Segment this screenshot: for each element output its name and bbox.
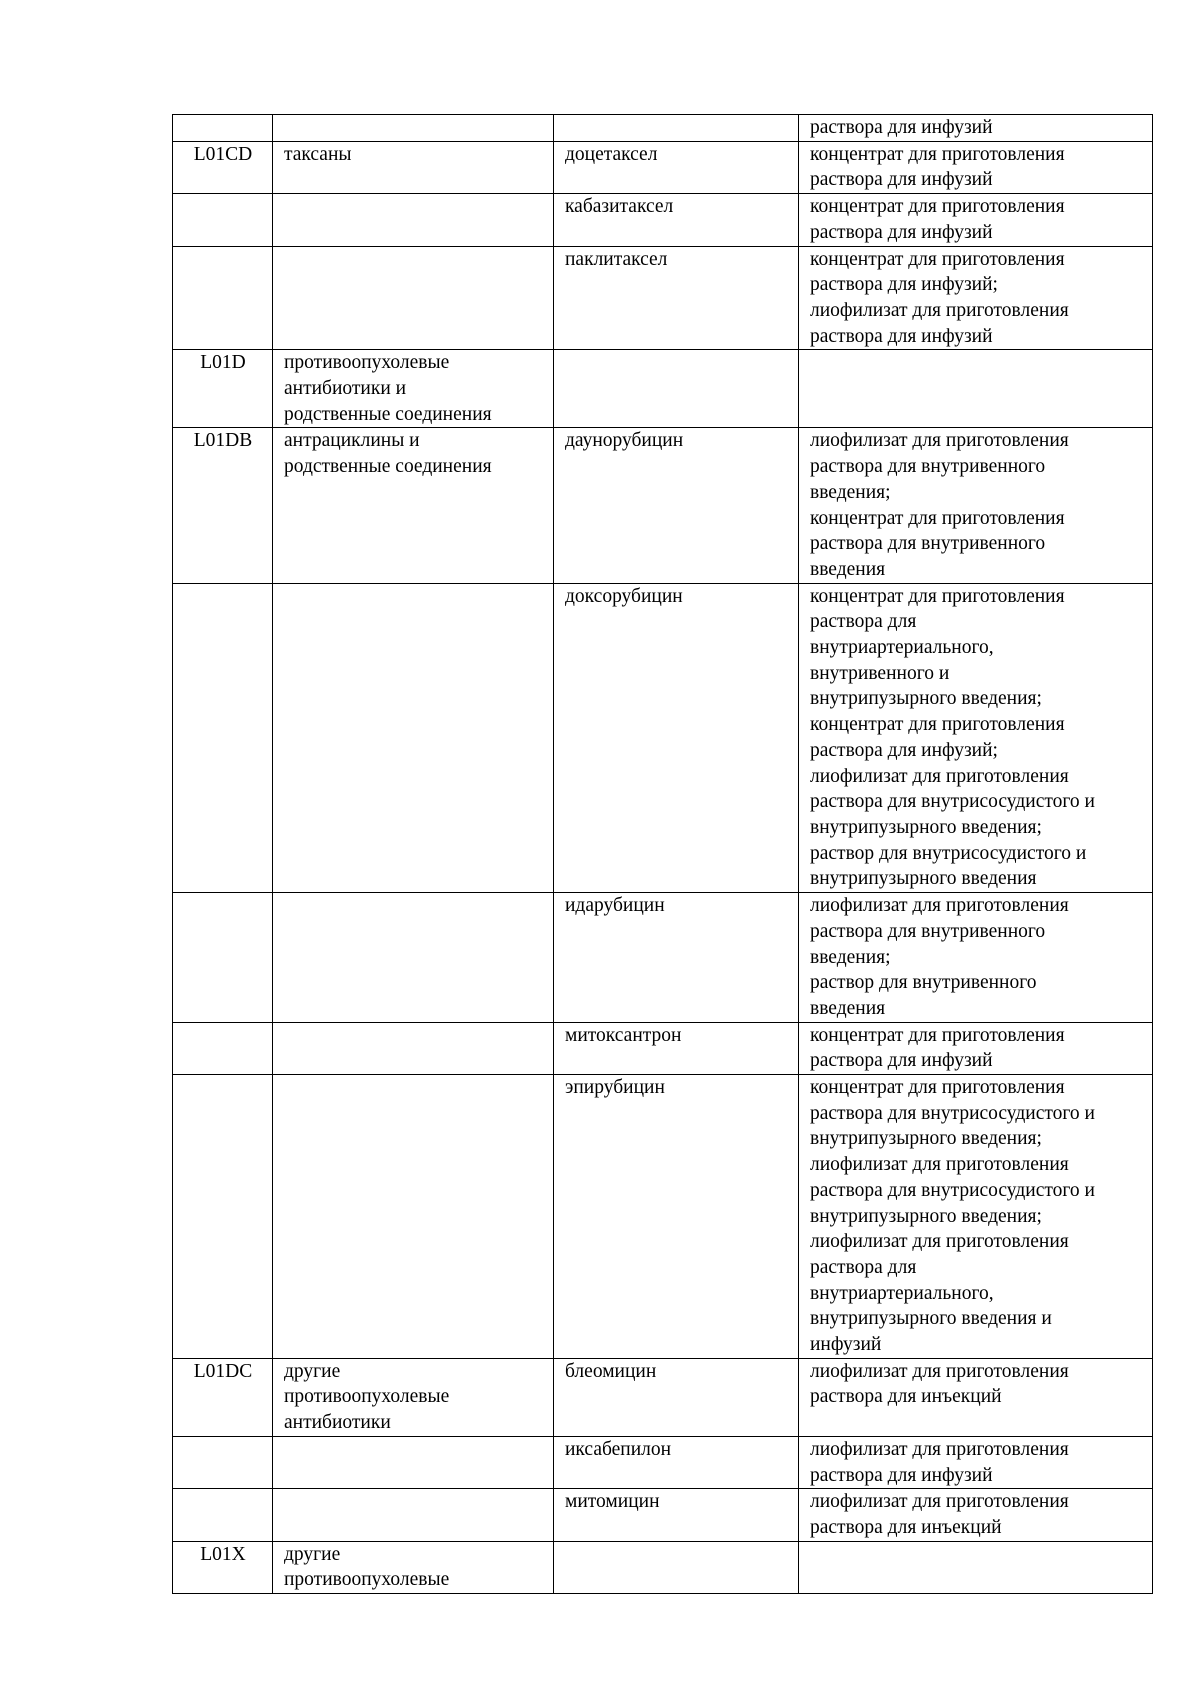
- group-name-cell: [273, 1075, 554, 1359]
- dosage-form-cell: лиофилизат для приготовления раствора для инъекций: [799, 1358, 1153, 1436]
- group-name-cell: [273, 1022, 554, 1074]
- dosage-form-cell: концентрат для приготовления раствора для инфузий: [799, 1022, 1153, 1074]
- drug-name-cell: доксорубицин: [554, 583, 799, 892]
- drug-name-cell: митоксантрон: [554, 1022, 799, 1074]
- drug-name-cell: идарубицин: [554, 893, 799, 1023]
- drug-name-cell: иксабепилон: [554, 1436, 799, 1488]
- group-name-cell: [273, 1436, 554, 1488]
- atc-code-cell: L01DB: [173, 428, 273, 583]
- dosage-form-cell: лиофилизат для приготовления раствора для инъекций: [799, 1489, 1153, 1541]
- drug-name-cell: митомицин: [554, 1489, 799, 1541]
- drug-name-cell: [554, 350, 799, 428]
- dosage-form-cell: [799, 350, 1153, 428]
- group-name-cell: [273, 583, 554, 892]
- atc-code-cell: [173, 1022, 273, 1074]
- drug-name-cell: даунорубицин: [554, 428, 799, 583]
- atc-code-cell: L01D: [173, 350, 273, 428]
- table-row: [173, 1489, 1153, 1541]
- group-name-cell: [273, 194, 554, 246]
- drug-table-body: [173, 115, 1153, 1594]
- dosage-form-cell: концентрат для приготовления раствора для внутриартериального, внутривенного и внутрипузырного введения; концентрат для приготовления раствора для инфузий; лиофилизат для приготовления раствора для внутрисосудистого и внутрипузырного введения; раствор для внутрисосудистого и внутрипузырного введения: [799, 583, 1153, 892]
- atc-code-cell: [173, 246, 273, 350]
- table-row: [173, 350, 1153, 428]
- drug-name-cell: доцетаксел: [554, 141, 799, 193]
- atc-code-cell: [173, 893, 273, 1023]
- table-row: [173, 1075, 1153, 1359]
- dosage-form-cell: лиофилизат для приготовления раствора для инфузий: [799, 1436, 1153, 1488]
- atc-code-cell: [173, 1489, 273, 1541]
- drug-name-cell: [554, 1541, 799, 1593]
- dosage-form-cell: раствора для инфузий: [799, 115, 1153, 142]
- table-row: [173, 194, 1153, 246]
- table-row: [173, 583, 1153, 892]
- drug-name-cell: блеомицин: [554, 1358, 799, 1436]
- drug-table: [172, 114, 1153, 1594]
- atc-code-cell: L01DC: [173, 1358, 273, 1436]
- atc-code-cell: [173, 1075, 273, 1359]
- group-name-cell: другие противоопухолевые антибиотики: [273, 1358, 554, 1436]
- table-row: [173, 246, 1153, 350]
- table-row: [173, 1541, 1153, 1593]
- atc-code-cell: L01CD: [173, 141, 273, 193]
- drug-name-cell: [554, 115, 799, 142]
- group-name-cell: [273, 246, 554, 350]
- atc-code-cell: [173, 115, 273, 142]
- atc-code-cell: L01X: [173, 1541, 273, 1593]
- dosage-form-cell: лиофилизат для приготовления раствора для внутривенного введения; концентрат для приготовления раствора для внутривенного введения: [799, 428, 1153, 583]
- atc-code-cell: [173, 1436, 273, 1488]
- group-name-cell: [273, 1489, 554, 1541]
- table-row: [173, 428, 1153, 583]
- group-name-cell: таксаны: [273, 141, 554, 193]
- table-row: [173, 115, 1153, 142]
- group-name-cell: [273, 115, 554, 142]
- dosage-form-cell: [799, 1541, 1153, 1593]
- table-row: [173, 893, 1153, 1023]
- drug-name-cell: эпирубицин: [554, 1075, 799, 1359]
- dosage-form-cell: концентрат для приготовления раствора для инфузий: [799, 141, 1153, 193]
- dosage-form-cell: лиофилизат для приготовления раствора для внутривенного введения; раствор для внутривенного введения: [799, 893, 1153, 1023]
- drug-name-cell: паклитаксел: [554, 246, 799, 350]
- dosage-form-cell: концентрат для приготовления раствора для инфузий; лиофилизат для приготовления раствора для инфузий: [799, 246, 1153, 350]
- group-name-cell: другие противоопухолевые: [273, 1541, 554, 1593]
- drug-name-cell: кабазитаксел: [554, 194, 799, 246]
- group-name-cell: противоопухолевые антибиотики и родственные соединения: [273, 350, 554, 428]
- table-row: [173, 141, 1153, 193]
- table-row: [173, 1358, 1153, 1436]
- table-row: [173, 1436, 1153, 1488]
- group-name-cell: [273, 893, 554, 1023]
- group-name-cell: антрациклины и родственные соединения: [273, 428, 554, 583]
- dosage-form-cell: концентрат для приготовления раствора для инфузий: [799, 194, 1153, 246]
- atc-code-cell: [173, 583, 273, 892]
- dosage-form-cell: концентрат для приготовления раствора для внутрисосудистого и внутрипузырного введения; лиофилизат для приготовления раствора для внутрисосудистого и внутрипузырного введения; лиофилизат для приготовления раствора для внутриартериального, внутрипузырного введения и инфузий: [799, 1075, 1153, 1359]
- table-row: [173, 1022, 1153, 1074]
- atc-code-cell: [173, 194, 273, 246]
